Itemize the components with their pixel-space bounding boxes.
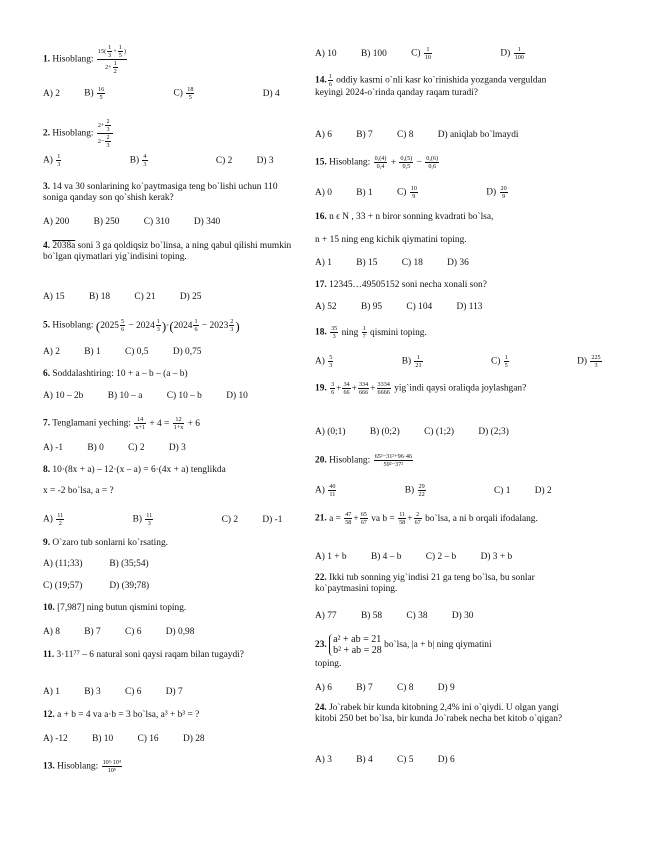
q6-option-a[interactable]: A) 10 – 2b (43, 391, 84, 401)
question-11: 11. 3·11⁷⁷ – 6 natural soni qaysi raqam bilan tugaydi? (43, 650, 244, 660)
q4-option-d[interactable]: D) 25 (179, 292, 202, 302)
q8-option-c[interactable]: C) 2 (221, 514, 238, 525)
q18-options (315, 354, 668, 369)
q14-option-c[interactable]: C) 8 (397, 130, 414, 140)
q10-option-a[interactable]: A) 8 (43, 627, 60, 637)
q6-option-d[interactable]: D) 10 (226, 391, 248, 401)
q3-option-a[interactable]: A) 200 (43, 217, 70, 227)
question-21: 21. a = $\frac{47}{58}$ + $\frac{65}{67}$ va b = $\frac{11}{58}$ + $\frac{2}{67}$ bo`lsa, a ni b orqali ifodalang. (315, 511, 538, 526)
q21-option-b[interactable]: B) 4 – b (370, 552, 402, 562)
q7-option-a[interactable]: A) -1 (43, 443, 64, 453)
q1-option-d[interactable]: D) 4 (262, 88, 280, 99)
q1-options (43, 86, 302, 101)
q2-option-d[interactable]: D) 3 (256, 155, 274, 166)
q20-option-d[interactable]: D) 2 (534, 485, 552, 496)
q11-option-c[interactable]: C) 6 (125, 687, 142, 697)
q24-option-c[interactable]: C) 5 (397, 755, 414, 765)
q2-option-c[interactable]: C) 2 (215, 155, 233, 166)
q5-option-d[interactable]: D) 0,75 (172, 347, 202, 357)
q1-option-a[interactable]: A) 2 (43, 88, 60, 99)
q12-option-b[interactable]: B) 10 (92, 734, 114, 744)
question-5: 5. Hisoblang: (2025 $\frac{5}{6}$ − 2024 $\frac{1}{3}$ )·(2024 $\frac{1}{6}$ − 2023 $\frac{2}{3}$ ) (43, 318, 240, 333)
q15-option-b[interactable]: B) 1 (356, 187, 373, 198)
question-8: 8. 10·(8x + a) – 12·(x – a) = 6·(4x + a) tenglikda (43, 465, 226, 475)
question-20: 20. Hisoblang: $\frac{\text{65²−31²+96·46}}{\text{59²−37²}}$ (315, 453, 413, 468)
q5-option-a[interactable]: A) 2 (43, 347, 60, 357)
q9-options-row1 (43, 559, 149, 570)
q23-system: a² + ab = 21 b² + ab = 28 (329, 634, 382, 656)
q6-option-c[interactable]: C) 10 – b (166, 391, 202, 401)
q15-options (315, 185, 574, 200)
q20-options (315, 483, 574, 498)
q3-options (43, 217, 242, 228)
q21-options (315, 552, 534, 563)
q24-option-b[interactable]: B) 4 (356, 755, 373, 765)
q21-option-d[interactable]: D) 3 + b (480, 552, 513, 562)
q20-option-a[interactable]: A) $\frac{40}{11}$ (315, 483, 336, 498)
question-24: 24. Jo`rabek bir kunda kitobning 2,4% ini o`qiydi. U olgan yangi kitobi 250 bet bo`lsa, bir kunda Jo`rabek necha bet kitob o`qigan? (315, 703, 563, 724)
q23-options (315, 683, 477, 694)
q17-option-a[interactable]: A) 52 (315, 302, 337, 312)
q17-options (315, 302, 504, 313)
q22-option-d[interactable]: D) 30 (451, 611, 474, 621)
q11-option-d[interactable]: D) 7 (165, 687, 183, 697)
q6-option-b[interactable]: B) 10 – a (107, 391, 143, 401)
q14-option-a[interactable]: A) 6 (315, 130, 332, 140)
q3-option-b[interactable]: B) 250 (93, 217, 120, 227)
q16-option-a[interactable]: A) 1 (315, 258, 332, 268)
q10-option-b[interactable]: B) 7 (84, 627, 101, 637)
question-4: 4. 2038a soni 3 ga qoldiqsiz bo`linsa, a ning qabul qilishi mumkin bo`lgan qiymatlari yig`indisini toping. (43, 241, 292, 262)
q7-option-c[interactable]: C) 2 (128, 443, 145, 453)
question-6: 6. Soddalashtiring: 10 + a – b – (a – b) (43, 369, 188, 379)
q13-option-c[interactable]: C) $\frac{1}{10}$ (411, 46, 431, 61)
q10-option-d[interactable]: D) 0,98 (165, 627, 195, 637)
question-10: 10. [7,987] ning butun qismini toping. (43, 603, 187, 613)
question-1: 1. Hisoblang: 15( $\frac{1}{3}$ + $\frac{1}{5}$ ) 2+ $\frac{1}{2}$ (43, 44, 126, 75)
q17-option-c[interactable]: C) 104 (406, 302, 433, 312)
q19-expression: $\frac{3}{6}$ + $\frac{34}{66}$ + $\frac{334}{666}$ + $\frac{3334}{6666}$ (331, 381, 390, 396)
q5-option-c[interactable]: C) 0,5 (125, 347, 149, 357)
q19-option-b[interactable]: B) (0;2) (369, 427, 400, 437)
q6-options (43, 391, 270, 402)
q11-option-b[interactable]: B) 3 (84, 687, 101, 697)
question-16: 16. n ϵ N , 33 + n biror sonning kvadrati bo`lsa, (315, 212, 494, 222)
q20-fraction: $\frac{\text{65²−31²+96·46}}{\text{59²−37²}}$ (374, 453, 413, 468)
question-19: 19. $\frac{3}{6}$ + $\frac{34}{66}$ + $\frac{334}{666}$ + $\frac{3334}{6666}$ yig`indi qaysi oraliqda joylashgan? (315, 381, 527, 396)
q20-option-c[interactable]: C) 1 (494, 485, 511, 496)
q5-options (43, 347, 223, 358)
q22-option-c[interactable]: C) 38 (406, 611, 428, 621)
q9-option-a[interactable]: A) (11;33) (43, 559, 83, 569)
q10-option-c[interactable]: C) 6 (125, 627, 142, 637)
q16-options (315, 258, 491, 269)
question-12: 12. a + b = 4 va a·b = 3 bo`lsa, a³ + b³ = ? (43, 710, 200, 720)
q11-options (43, 687, 205, 698)
q15-option-c[interactable]: C) $\frac{10}{9}$ (397, 185, 417, 200)
q17-option-d[interactable]: D) 113 (456, 302, 483, 312)
question-9: 9. O`zaro tub sonlarni ko`rsating. (43, 538, 168, 548)
q9-option-d[interactable]: D) (39;78) (109, 581, 150, 591)
question-7: 7. Tenglamani yeching: $\frac{14}{x+1}$ + 4 = $\frac{12}{1+x}$ + 6 (43, 416, 200, 431)
q4-options (43, 292, 223, 303)
q14-options (315, 130, 541, 141)
q21-expression: a = $\frac{47}{58}$ + $\frac{65}{67}$ va b = $\frac{11}{58}$ + $\frac{2}{67}$ bo`lsa, a ni b orqali ifodalang. (329, 511, 538, 526)
q16-line2: n + 15 ning eng kichik qiymatini toping. (315, 235, 467, 245)
q18-option-a[interactable]: A) $\frac{5}{3}$ (315, 354, 333, 369)
q7-option-b[interactable]: B) 0 (87, 443, 104, 453)
q13-options (315, 46, 591, 61)
q19-options (315, 427, 531, 438)
question-23: 23. a² + ab = 21 b² + ab = 28 bo`lsa, |a + b| ning qiymatini (315, 634, 492, 656)
q2-option-b[interactable]: B) $\frac{4}{3}$ (129, 153, 147, 168)
q12-option-a[interactable]: A) -12 (43, 734, 68, 744)
question-14: 14. $\frac{1}{6}$ oddiy kasrni o`nli kasr ko`rinishida yozganda verguldan keyingi 2024-o`rinda qanday raqam turadi? (315, 73, 547, 98)
q16-option-c[interactable]: C) 18 (401, 258, 423, 268)
q8-option-a[interactable]: A) $\frac{11}{2}$ (43, 512, 64, 527)
q23-option-c[interactable]: C) 8 (397, 683, 414, 693)
q20-option-b[interactable]: B) $\frac{29}{22}$ (404, 483, 425, 498)
q24-option-d[interactable]: D) 6 (437, 755, 455, 765)
q2-option-a[interactable]: A) $\frac{1}{3}$ (43, 153, 61, 168)
q5-option-b[interactable]: B) 1 (84, 347, 101, 357)
q7-options (43, 443, 208, 454)
q19-option-a[interactable]: A) (0;1) (315, 427, 346, 437)
q22-options (315, 611, 495, 622)
q8-option-d[interactable]: D) -1 (262, 514, 283, 525)
q8-condition: x = -2 bo`lsa, a = ? (43, 486, 114, 496)
q23-option-b[interactable]: B) 7 (356, 683, 373, 693)
q23-line2: toping. (315, 659, 342, 669)
q8-option-b[interactable]: B) $\frac{11}{3}$ (132, 512, 153, 527)
question-17: 17. 12345…49505152 soni necha xonali son? (315, 280, 487, 290)
q4-option-c[interactable]: C) 21 (134, 292, 156, 302)
q9-options-row2 (43, 581, 149, 592)
q10-options (43, 627, 216, 638)
q14-option-b[interactable]: B) 7 (356, 130, 373, 140)
q19-option-c[interactable]: C) (1;2) (424, 427, 455, 437)
q13-fraction: $\frac{\text{10³·10⁴}}{\text{10⁵}}$ (102, 759, 122, 774)
question-2: 2. Hisoblang: 2+ $\frac{2}{3}$ 2− $\frac{2}{3}$ (43, 118, 114, 149)
q9-option-b[interactable]: B) (35;54) (109, 559, 149, 569)
q19-option-d[interactable]: D) (2;3) (478, 427, 509, 437)
q21-option-a[interactable]: A) 1 + b (315, 552, 347, 562)
q17-option-b[interactable]: B) 95 (360, 302, 383, 312)
q18-option-c[interactable]: C) $\frac{1}{5}$ (490, 354, 508, 369)
question-18: 18. $\frac{35}{3}$ ning $\frac{1}{7}$ qismini toping. (315, 325, 427, 340)
q1-option-c[interactable]: C) $\frac{18}{5}$ (173, 86, 194, 101)
q14-option-d[interactable]: D) aniqlab bo`lmaydi (437, 130, 519, 140)
q22-option-a[interactable]: A) 77 (315, 611, 337, 621)
q16-option-d[interactable]: D) 36 (447, 258, 469, 268)
q15-expression: $\frac{0,(4)}{0,4}$ + $\frac{0,(5)}{0,5}$ − $\frac{0,(6)}{0,6}$ (374, 155, 439, 170)
q21-option-c[interactable]: C) 2 – b (425, 552, 457, 562)
q9-option-c[interactable]: C) (19;57) (43, 581, 83, 591)
q8-options (43, 512, 304, 527)
q23-option-d[interactable]: D) 9 (437, 683, 455, 693)
question-3: 3. 14 va 30 sonlarining ko`paytmasiga teng bo`lishi uchun 110 soniga qanday son qo`shish kerak? (43, 182, 278, 203)
q18-option-d[interactable]: D) $\frac{225}{3}$ (577, 354, 601, 369)
q13-option-a[interactable]: A) 10 (315, 48, 337, 59)
q16-option-b[interactable]: B) 15 (356, 258, 378, 268)
q22-option-b[interactable]: B) 58 (360, 611, 383, 621)
q12-option-d[interactable]: D) 28 (182, 734, 205, 744)
q2-fraction: 2+ $\frac{2}{3}$ 2− $\frac{2}{3}$ (97, 118, 113, 149)
q4-option-b[interactable]: B) 18 (88, 292, 111, 302)
q3-option-c[interactable]: C) 310 (143, 217, 170, 227)
q3-option-d[interactable]: D) 340 (193, 217, 221, 227)
q7-option-d[interactable]: D) 3 (168, 443, 186, 453)
q24-option-a[interactable]: A) 3 (315, 755, 332, 765)
q12-option-c[interactable]: C) 16 (137, 734, 159, 744)
q15-option-d[interactable]: D) $\frac{20}{9}$ (486, 185, 507, 200)
q23-option-a[interactable]: A) 6 (315, 683, 332, 693)
q11-option-a[interactable]: A) 1 (43, 687, 60, 697)
q5-expression: (2025 $\frac{5}{6}$ − 2024 $\frac{1}{3}$ )·(2024 $\frac{1}{6}$ − 2023 $\frac{2}{3}$ ) (95, 318, 240, 333)
q1-fraction: 15( $\frac{1}{3}$ + $\frac{1}{5}$ ) 2+ $\frac{1}{2}$ (97, 44, 126, 75)
q7-expression: $\frac{14}{x+1}$ + 4 = $\frac{12}{1+x}$ + 6 (135, 416, 200, 431)
q18-expression: $\frac{35}{3}$ ning $\frac{1}{7}$ qismini toping. (331, 325, 427, 340)
question-22: 22. Ikki tub sonning yig`indisi 21 ga teng bo`lsa, bu sonlar ko`paytmasini toping. (315, 573, 535, 594)
question-13: 13. Hisoblang: $\frac{\text{10³·10⁴}}{\text{10⁵}}$ (43, 759, 122, 774)
q4-option-a[interactable]: A) 15 (43, 292, 65, 302)
q13-option-d[interactable]: D) $\frac{1}{100}$ (500, 46, 524, 61)
q24-options (315, 755, 477, 766)
q15-option-a[interactable]: A) 0 (315, 187, 332, 198)
question-15: 15. Hisoblang: $\frac{0,(4)}{0,4}$ + $\frac{0,(5)}{0,5}$ − $\frac{0,(6)}{0,6}$ (315, 155, 439, 170)
q18-option-b[interactable]: B) $\frac{1}{21}$ (401, 354, 422, 369)
q1-option-b[interactable]: B) $\frac{16}{5}$ (84, 86, 105, 101)
q12-options (43, 734, 227, 745)
q2-options (43, 153, 296, 168)
q13-option-b[interactable]: B) 100 (360, 48, 387, 59)
